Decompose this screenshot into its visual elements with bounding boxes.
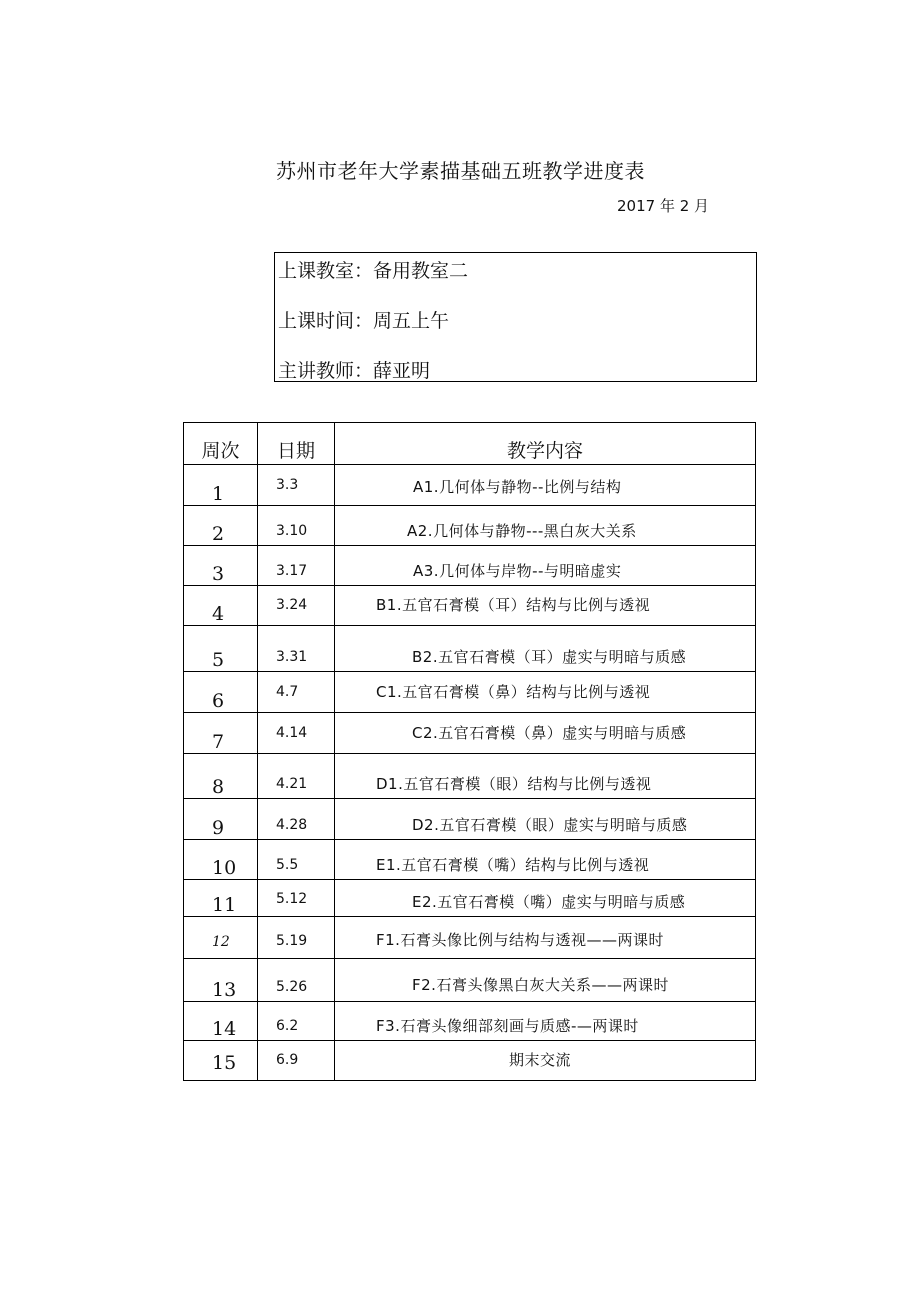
date-cell: 6.2 — [258, 1002, 335, 1041]
document-title: 苏州市老年大学素描基础五班教学进度表 — [276, 159, 645, 183]
table-row — [184, 465, 756, 506]
table-row — [184, 959, 756, 1002]
week-cell: 8 — [184, 754, 258, 799]
table-header-row — [184, 423, 756, 465]
content-cell: A1.几何体与静物--比例与结构 — [335, 465, 756, 506]
date-cell: 3.10 — [258, 506, 335, 546]
week-cell: 11 — [184, 880, 258, 917]
date-cell: 4.28 — [258, 799, 335, 840]
header-date: 日期 — [258, 423, 335, 465]
schedule-table — [183, 422, 756, 1081]
content-cell: B2.五官石膏模（耳）虚实与明暗与质感 — [335, 626, 756, 672]
date-cell: 3.31 — [258, 626, 335, 672]
date-cell: 5.26 — [258, 959, 335, 1002]
date-cell: 6.9 — [258, 1041, 335, 1081]
week-cell: 1 — [184, 465, 258, 506]
table-row — [184, 586, 756, 626]
date-cell: 3.17 — [258, 546, 335, 586]
table-row — [184, 546, 756, 586]
week-cell: 13 — [184, 959, 258, 1002]
content-cell: 期末交流 — [335, 1041, 756, 1081]
table-row — [184, 799, 756, 840]
week-cell: 6 — [184, 672, 258, 713]
table-row — [184, 672, 756, 713]
table-row — [184, 1002, 756, 1041]
table-row — [184, 840, 756, 880]
date-cell: 5.12 — [258, 880, 335, 917]
week-cell: 10 — [184, 840, 258, 880]
content-cell: C2.五官石膏模（鼻）虚实与明暗与质感 — [335, 713, 756, 754]
content-cell: F3.石膏头像细部刻画与质感-—两课时 — [335, 1002, 756, 1041]
date-cell: 4.7 — [258, 672, 335, 713]
table-row — [184, 713, 756, 754]
table-row — [184, 1041, 756, 1081]
table-row — [184, 917, 756, 959]
week-cell: 5 — [184, 626, 258, 672]
content-cell: E1.五官石膏模（嘴）结构与比例与透视 — [335, 840, 756, 880]
classroom-info: 上课教室：备用教室二 — [278, 260, 469, 282]
week-cell: 3 — [184, 546, 258, 586]
week-cell: 7 — [184, 713, 258, 754]
content-cell: D1.五官石膏模（眼）结构与比例与透视 — [335, 754, 756, 799]
teacher-info: 主讲教师：薛亚明 — [278, 360, 431, 382]
header-content: 教学内容 — [335, 423, 756, 465]
week-cell: 14 — [184, 1002, 258, 1041]
content-cell: E2.五官石膏模（嘴）虚实与明暗与质感 — [335, 880, 756, 917]
week-cell: 4 — [184, 586, 258, 626]
content-cell: F2.石膏头像黑白灰大关系——两课时 — [335, 959, 756, 1002]
content-cell: D2.五官石膏模（眼）虚实与明暗与质感 — [335, 799, 756, 840]
table-row — [184, 506, 756, 546]
document-date: 2017 年 2 月 — [617, 197, 710, 215]
table-row — [184, 626, 756, 672]
content-cell: B1.五官石膏模（耳）结构与比例与透视 — [335, 586, 756, 626]
week-cell: 9 — [184, 799, 258, 840]
content-cell: A2.几何体与静物---黑白灰大关系 — [335, 506, 756, 546]
class-time-info: 上课时间：周五上午 — [278, 310, 450, 332]
week-cell: 12 — [184, 917, 258, 959]
week-cell: 15 — [184, 1041, 258, 1081]
table-row — [184, 880, 756, 917]
date-cell: 4.21 — [258, 754, 335, 799]
date-cell: 5.5 — [258, 840, 335, 880]
date-cell: 5.19 — [258, 917, 335, 959]
date-cell: 3.3 — [258, 465, 335, 506]
content-cell: F1.石膏头像比例与结构与透视——两课时 — [335, 917, 756, 959]
header-week: 周次 — [184, 423, 258, 465]
week-cell: 2 — [184, 506, 258, 546]
date-cell: 3.24 — [258, 586, 335, 626]
date-cell: 4.14 — [258, 713, 335, 754]
table-row — [184, 754, 756, 799]
content-cell: A3.几何体与岸物--与明暗虚实 — [335, 546, 756, 586]
class-info-box — [274, 252, 757, 382]
content-cell: C1.五官石膏模（鼻）结构与比例与透视 — [335, 672, 756, 713]
